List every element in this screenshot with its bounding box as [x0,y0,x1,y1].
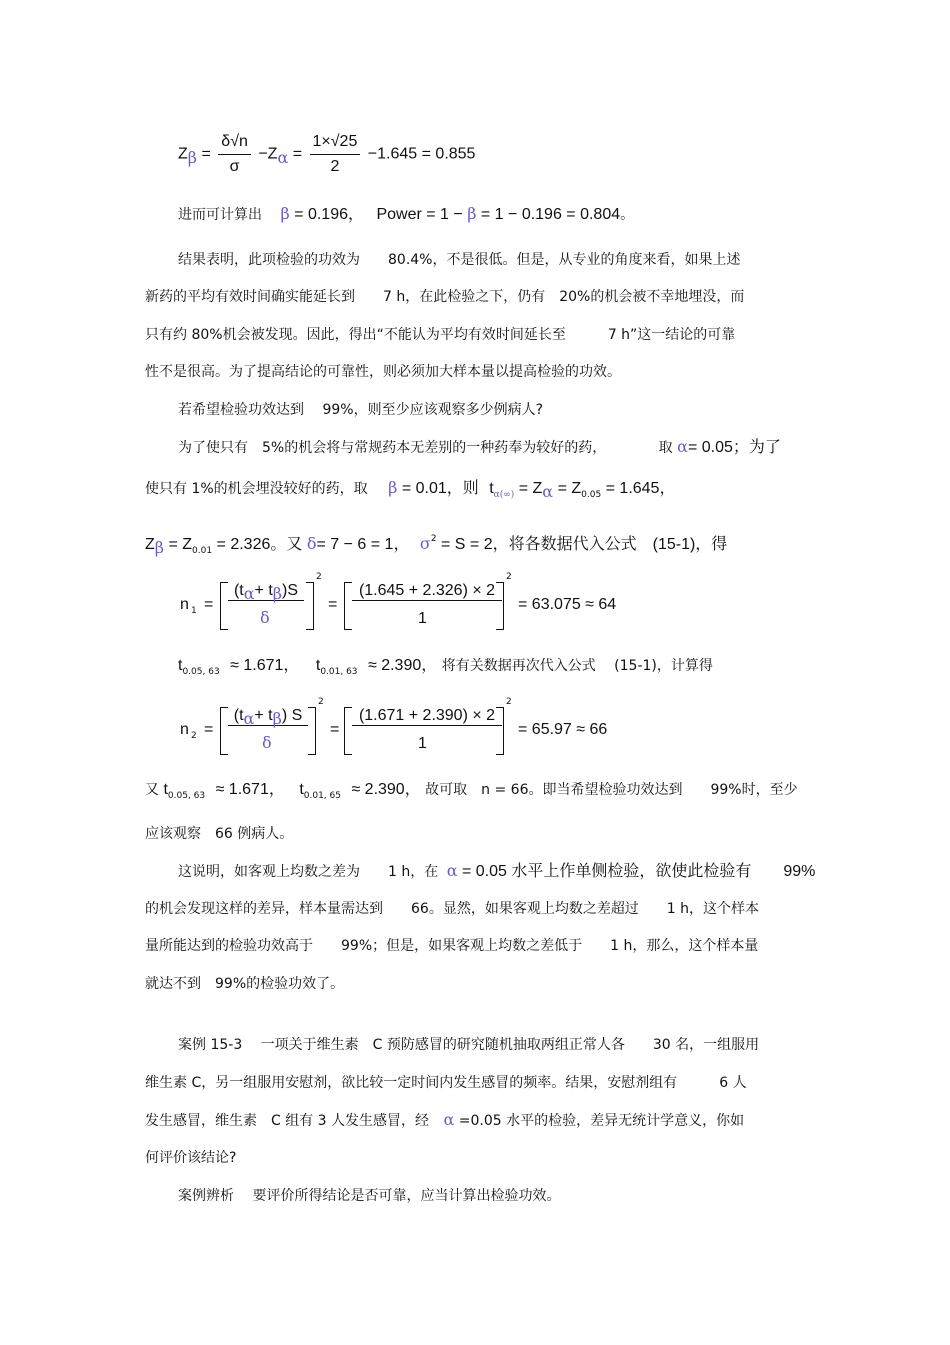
para2-line1: 这说明，如客观上均数之差为 1 h，在 α = 0.05 水平上作单侧检验，欲使此检验有 99% [178,861,816,880]
conclusion-line-2: 应该观察 66 例病人。 [145,826,294,842]
alpha-line: 为了使只有 5%的机会将与常规药本无差别的一种药奉为较好的药， 取 α= 0.05；为了 [178,437,781,456]
para2-line3: 量所能达到的检验功效高于 99%；但是，如果客观上均数之差低于 1 h，那么，这个样本量 [145,938,759,954]
case-line4: 何评价该结论? [145,1150,237,1166]
formula-z-beta: Zβ = $\frac{\delta√n}{\sigma}$ −Zα = $\frac{1\times√25}{2}$ −1.645 = 0.855 [178,133,476,175]
case-line2: 维生素 C，另一组服用安慰剂，欲比较一定时间内发生感冒的频率。结果，安慰剂组有 6 人 [145,1075,747,1091]
case-line3: 发生感冒，维生素 C 组有 3 人发生感冒，经 α =0.05 水平的检验，差异无统计学意义，你如 [145,1110,745,1129]
power-line: 进而可计算出 β = 0.196， Power = 1 − β = 1 − 0.196 = 0.804。 [178,204,635,223]
case-line1: 案例 15-3 一项关于维生素 C 预防感冒的研究随机抽取两组正常人各 30 名，一组服用 [178,1037,760,1053]
para2-line2: 的机会发现这样的差异，样本量需达到 66。显然，如果客观上均数之差超过 1 h，这个样本 [145,901,760,917]
case-analysis-line: 案例辨析 要评价所得结论是否可靠，应当计算出检验功效。 [178,1188,561,1204]
para1-line3: 只有约 80%机会被发现。因此，得出“不能认为平均有效时间延长至 7 h”这一结论的可靠 [145,327,736,343]
para2-line4: 就达不到 99%的检验功效了。 [145,976,345,992]
n1-formula: n 1 = (tα+ tβ)S δ 2 = (1.645 + 2.326) × 2 1 2 = 63.075 ≈ 64 [178,572,678,634]
para1-line1: 结果表明，此项检验的功效为 80.4%，不是很低。但是，从专业的角度来看，如果上述 [178,252,741,268]
question-line: 若希望检验功效达到 99%，则至少应该观察多少例病人? [178,402,543,418]
beta-line: 使只有 1%的机会埋没较好的药，取 β = 0.01，则 $t_{\alpha(\infty)} = Z\alpha = Z_{0.05} = 1.645$， [145,478,676,501]
n2-formula: n 2 = (tα+ tβ) S δ 2 = (1.671 + 2.390) × 2 1 2 = 65.97 ≈ 66 [178,697,678,759]
t-values-line: $t_{0.05, 63} \approx 1.671$， $t_{0.01, 63} \approx 2.390$， 将有关数据再次代入公式 (15-1)，计算得 [178,657,713,677]
z-beta-line: $Z\beta = Z_{0.01} = 2.326$。又 δ= 7 − 6 = 1， $\sigma^2 = S = 2$，将各数据代入公式 (15-1)，得 [145,534,728,557]
n-conclusion-line: 又 $t_{0.05, 63} \approx 1.671$， $t_{0.01, 65} \approx 2.390$， 故可取 n = 66。即当希望检验功效达到 99%时，至少 [145,781,798,801]
para1-line4: 性不是很高。为了提高结论的可靠性，则必须加大样本量以提高检验的功效。 [145,364,621,380]
para1-line2: 新药的平均有效时间确实能延长到 7 h，在此检验之下，仍有 20%的机会被不幸地埋没，而 [145,289,745,305]
